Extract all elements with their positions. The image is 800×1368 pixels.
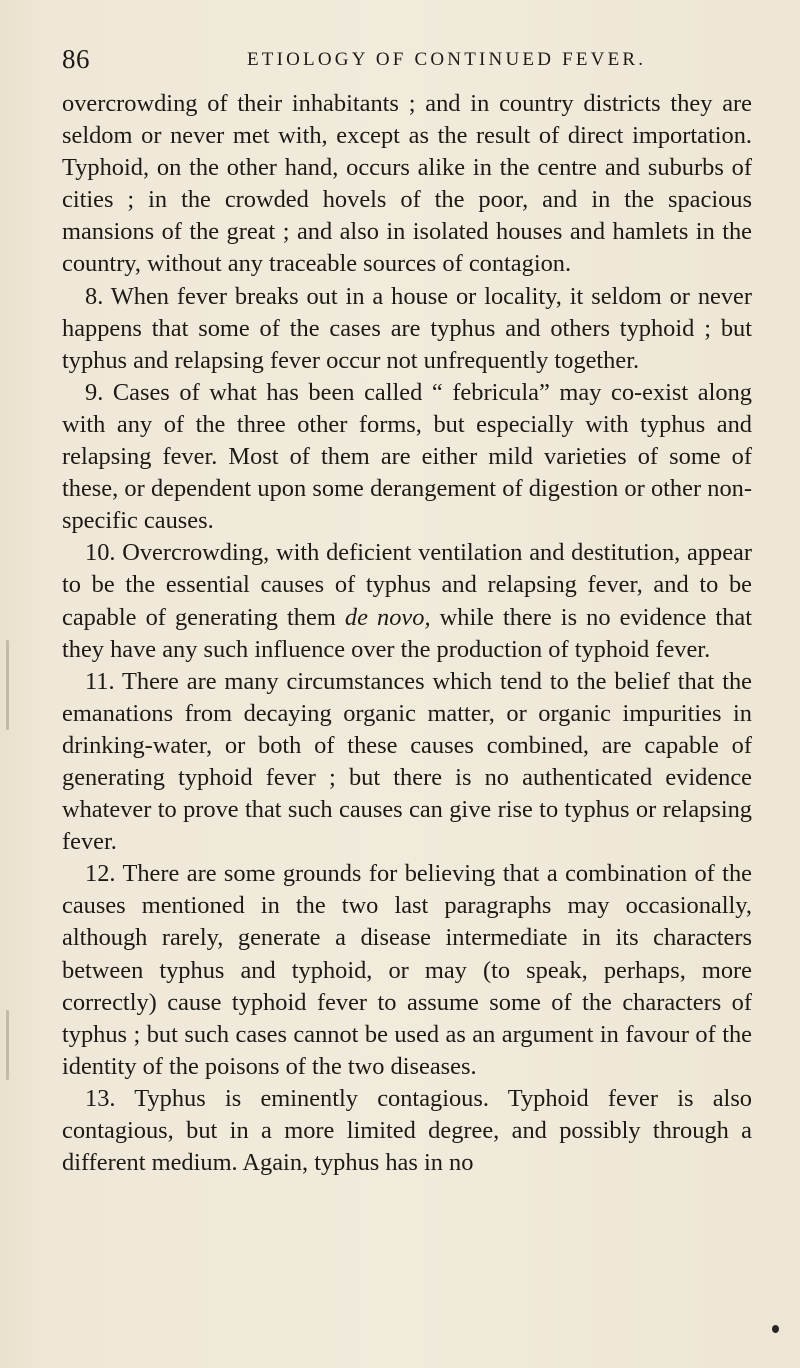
paragraph-10-text-end: while there is no evidence that they have any such influence over the production of typhoid fever. xyxy=(62,603,752,663)
margin-stain xyxy=(6,640,9,730)
page-number: 86 xyxy=(62,44,90,74)
paragraph-continuation: overcrowding of their inhabitants ; and in country districts they are seldom or never met with, except as the result of direct importation. Typhoid, on the other hand, occurs alike in the centre and suburbs of cities ; in the crowded hovels of the poor, and in the spacious mansions of the great ; and also in isolated houses and hamlets in the country, without any traceable sources of contagion. xyxy=(62,90,752,278)
paragraph-13: 13. Typhus is eminently contagious. Typhoid fever is also contagious, but in a more limited degree, and possibly through a different medium. Again, typhus has in no xyxy=(62,1084,752,1177)
paragraph-11: 11. There are many circumstances which tend to the belief that the emanations from decaying organic matter, or organic impurities in drinking-water, or both of these causes combined, are capable of generating typhoid fever ; but there is no authenticated evidence whatever to prove that such causes can give rise to typhus or relapsing fever. xyxy=(62,667,752,856)
paragraph-8: 8. When fever breaks out in a house or locality, it seldom or never happens that some of the cases are typhus and others typhoid ; but typhus and relapsing fever occur not unfrequently together. xyxy=(62,282,752,374)
body-text xyxy=(62,88,752,1179)
paragraph-12: 12. There are some grounds for believing that a combination of the causes mentioned in the two last paragraphs may occasionally, although rarely, generate a disease intermediate in its characters between typhus and typhoid, or may (to speak, perhaps, more correctly) cause typhoid fever to assume some of the characters of typhus ; but such cases cannot be used as an argument in favour of the identity of the poisons of the two diseases. xyxy=(62,860,752,1080)
running-head: ETIOLOGY OF CONTINUED FEVER. xyxy=(247,49,647,70)
page-header xyxy=(62,44,752,78)
paragraph-10-italic-phrase: de novo, xyxy=(344,603,431,631)
margin-stain xyxy=(6,1010,9,1080)
paragraph-10 xyxy=(62,537,752,665)
paragraph-9: 9. Cases of what has been called “ febricula” may co-exist along with any of the three other forms, but especially with typhus and relapsing fever. Most of them are either mild varieties of some of these, or dependent upon some derangement of digestion or other non-specific causes. xyxy=(62,378,752,535)
ink-spot xyxy=(772,1325,779,1333)
paragraph-10-text-start: 10. Overcrowding, with deficient ventilation and destitution, appear to be the essential causes of typhus and relapsing fever, and to be capable of generating them xyxy=(62,539,752,631)
